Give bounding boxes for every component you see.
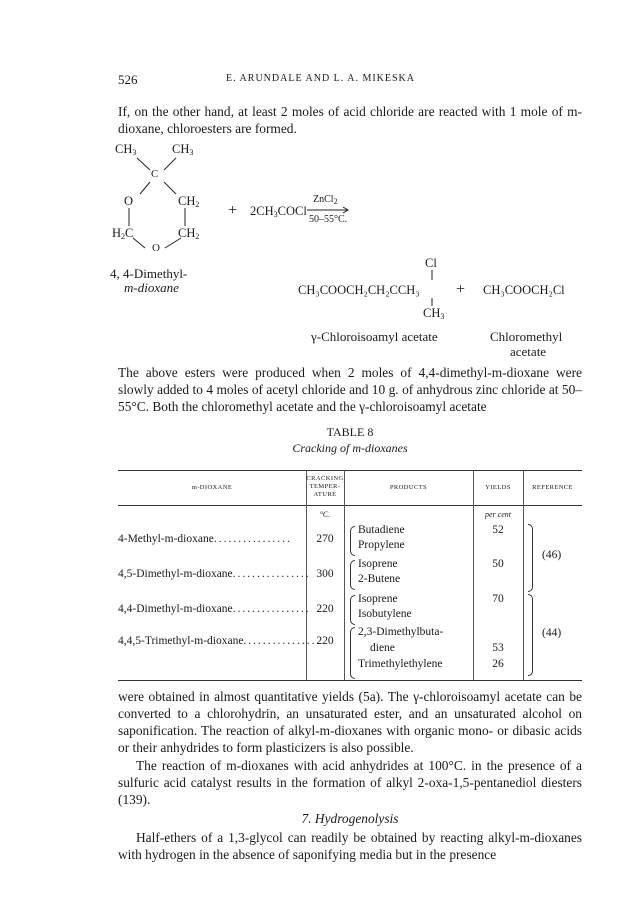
ring-oxygen-bottom: O (152, 242, 160, 254)
page-header (0, 72, 641, 88)
acetyl-chloride-reagent: $2CH_3COCl$ (250, 204, 307, 219)
product1-chlorine: Cl (425, 256, 437, 270)
table-bottom-rule (118, 680, 582, 681)
temperature-value: 270 (316, 533, 334, 545)
yield-units: per cent (485, 510, 511, 519)
section-heading: 7. Hydrogenolysis (301, 811, 399, 826)
reference-value: (46) (542, 549, 562, 561)
yield-value: 52 (492, 524, 504, 536)
table-row-4-products (118, 470, 582, 690)
running-title: E. ARUNDALE AND L. A. MIKESKA (226, 73, 415, 84)
temperature-value: 220 (316, 603, 334, 615)
paragraph-esters: The above esters were produced when 2 moles of 4,4-dimethyl-m-dioxane were slowly added to 4 moles of acetyl chloride and 10 g. of anhydrous zinc chloride at 50–55°C. Both the chloromethyl acetate and the γ-chloroisoamyl acetate (118, 365, 582, 414)
paragraph-anhydrides: The reaction of m-dioxanes with acid anhydrides at 100°C. in the presence of a sulfuric acid catalyst results in the formation of alkyl 2-oxa-1,5-pentanediol diesters (139). (118, 758, 582, 807)
product1-methyl: $CH_3$ (423, 306, 445, 321)
product-name: Isoprene (358, 593, 398, 605)
dioxane-name: 4-Methyl-m-dioxane (118, 533, 214, 545)
reaction-scheme (0, 140, 641, 320)
conditions-label: 50–55°C. (309, 214, 348, 225)
temperature-value: 220 (316, 635, 334, 647)
ring-methyl-right: $CH_3$ (172, 142, 194, 157)
reference-value: (44) (542, 627, 562, 639)
header-temperature: CRACKING TEMPER- ATURE (306, 475, 344, 498)
header-dioxane: m-DIOXANE (191, 484, 233, 491)
dioxane-name: 4,5-Dimethyl-m-dioxane (118, 568, 233, 580)
product2-name-line2: acetate (510, 344, 547, 359)
catalyst-label: ZnCl$_2$ (313, 194, 338, 206)
yield-value: 50 (492, 558, 504, 570)
product2-formula: CH₃COOCH₂Cl (483, 283, 565, 297)
temp-units: °C. (319, 510, 331, 519)
ring-methylene-bottom: $CH_2$ (178, 226, 200, 241)
product-name: Butadiene (358, 524, 405, 536)
reference-brace (528, 594, 533, 676)
product-name: diene (370, 642, 395, 654)
product-name: Isoprene (358, 558, 398, 570)
header-yields: YIELDS (485, 484, 511, 491)
paragraph-yields: were obtained in almost quantitative yields (5a). The γ-chloroisoamyl acetate can be converted to a chlorohydrin, an unsaturated ester, and an unsaturated alcohol on saponification. The reaction of alkyl-m-dioxanes with organic mono- or dibasic acids or their anhydrides to form plasticizers is also possible. (118, 689, 582, 755)
product-name: Isobutylene (358, 608, 412, 620)
paragraph-hydrogenolysis: Half-ethers of a 1,3-glycol can readily be obtained by reacting alkyl-m-dioxanes with hydrogen in the absence of saponifying media but in the presence (118, 830, 582, 862)
yield-value: 26 (492, 658, 504, 670)
temperature-value: 300 (316, 568, 334, 580)
product-name: Trimethylethylene (358, 658, 443, 670)
ring-oxygen-top: O (124, 194, 134, 208)
ring-methylene-left: $H_2C$ (112, 226, 134, 241)
product-name: 2,3-Dimethylbuta- (358, 626, 444, 638)
product1-name: γ-Chloroisoamyl acetate (311, 329, 438, 344)
ring-quaternary-carbon: C (151, 168, 159, 180)
header-reference: REFERENCE (532, 484, 573, 491)
reactant-name-line1: 4, 4-Dimethyl- (110, 266, 188, 281)
product-brace (350, 627, 355, 679)
cracking-table: m-DIOXANE CRACKING TEMPER- ATURE PRODUCTS YIELDS REFERENCE °C. per cent 4-Methyl-m-dioxane................ 270 Butadiene Propylene 52 4,5-Dimethyl-m-dioxane................ 300 Isoprene 2-Butene 50 4,4-Dimethyl-m-dioxane................ 220 Isoprene Isobutylene 70 4,4,5-Trimethyl-m-dioxane................ 220 (118, 470, 582, 650)
product1-formula: CH₃COOCH₂CH₂CCH₃ (298, 283, 420, 297)
reactant-name-line2: m-dioxane (124, 280, 179, 295)
product-name: 2-Butene (358, 573, 401, 585)
yield-value: 53 (492, 642, 504, 654)
dioxane-name: 4,4-Dimethyl-m-dioxane (118, 603, 233, 615)
page-number: 526 (118, 72, 138, 87)
reference-brace (528, 524, 533, 592)
yield-value: 70 (492, 593, 504, 605)
product2-name-line1: Chloromethyl (490, 329, 563, 344)
product-name: Propylene (358, 539, 405, 551)
header-products: PRODUCTS (389, 484, 428, 491)
plus-sign-2: + (456, 281, 466, 298)
table-label: TABLE 8 (326, 425, 374, 439)
ring-methylene-top: $CH_2$ (178, 194, 200, 209)
table-caption: Cracking of m-dioxanes (292, 441, 408, 455)
ring-methyl-left: $CH_3$ (115, 142, 137, 157)
dioxane-name: 4,4,5-Trimethyl-m-dioxane (118, 635, 244, 647)
intro-paragraph: If, on the other hand, at least 2 moles of acid chloride are reacted with 1 mole of m-dioxane, chloroesters are formed. (118, 104, 582, 136)
plus-sign-1: + (228, 202, 238, 219)
